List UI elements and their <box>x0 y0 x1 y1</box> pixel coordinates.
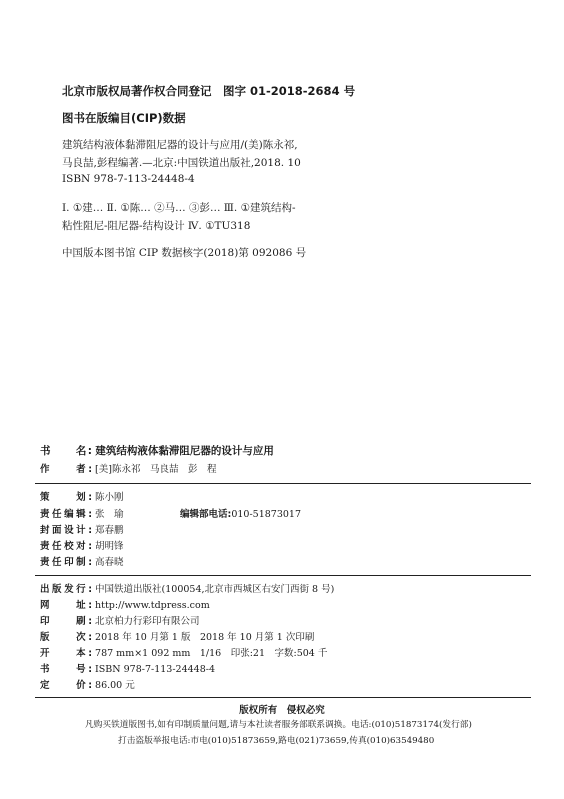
price-label: 定 价: <box>40 680 92 691</box>
planner-value: 陈小刚 <box>95 492 124 503</box>
format-row <box>40 645 327 659</box>
publisher-value: 中国铁道出版社(100054,北京市西城区右安门西街 8 号) <box>95 584 335 595</box>
author-value: [美]陈永祁 马良喆 彭 程 <box>95 464 217 475</box>
edition-label: 版 次: <box>40 632 92 643</box>
cip-line-1: 建筑结构液体黏滞阻尼器的设计与应用/(美)陈永祁, <box>62 139 298 151</box>
rights-notice: 版权所有 侵权必究 <box>239 705 325 716</box>
divider-3 <box>35 697 531 698</box>
author-label: 作 者: <box>40 464 92 475</box>
cip-line-2: 马良喆,彭程编著.—北京:中国铁道出版社,2018. 10 <box>62 157 301 169</box>
format-value: 787 mm×1 092 mm 1/16 印张:21 字数:504 千 <box>95 648 328 659</box>
editor-row <box>40 506 124 520</box>
cip-line-4: Ⅰ. ①建… Ⅱ. ①陈… ②马… ③彭… Ⅲ. ①建筑结构- <box>62 202 296 214</box>
editor-label: 责任编辑: <box>40 509 92 520</box>
copyright-registration: 北京市版权局著作权合同登记 图字 01-2018-2684 号 <box>62 84 356 98</box>
isbn-value: ISBN 978-7-113-24448-4 <box>95 664 216 675</box>
divider-1 <box>35 483 531 484</box>
website-label: 网 址: <box>40 600 92 611</box>
author-row <box>40 461 216 475</box>
book-title: 建筑结构液体黏滞阻尼器的设计与应用 <box>95 445 274 457</box>
printer-row <box>40 613 200 627</box>
cover-value: 郑春鹏 <box>95 525 124 536</box>
proof-row <box>40 538 124 552</box>
divider-2 <box>35 575 531 576</box>
title-row <box>40 443 274 458</box>
isbn-row <box>40 661 215 675</box>
print-value: 高春晓 <box>95 557 124 568</box>
print-label: 责任印制: <box>40 557 92 568</box>
publisher-label: 出版发行: <box>40 584 92 595</box>
title-label: 书 名: <box>40 445 92 457</box>
cover-label: 封面设计: <box>40 525 92 536</box>
editor-phone-label: 编辑部电话: <box>180 509 232 520</box>
piracy-notice: 打击盗版举报电话:市电(010)51873659,路电(021)73659,传真(010)63549480 <box>118 736 435 746</box>
editor-phone-row <box>180 506 301 520</box>
edition-value: 2018 年 10 月第 1 版 2018 年 10 月第 1 次印刷 <box>95 632 315 643</box>
cip-line-5: 粘性阻尼-阻尼器-结构设计 Ⅳ. ①TU318 <box>62 220 251 232</box>
price-value: 86.00 元 <box>95 680 135 691</box>
planner-row <box>40 489 124 503</box>
cip-line-3: ISBN 978-7-113-24448-4 <box>62 173 195 185</box>
editor-value: 张 瑜 <box>95 509 124 520</box>
price-row <box>40 677 135 691</box>
editor-phone-value: 010-51873017 <box>231 509 302 520</box>
print-row <box>40 554 124 568</box>
website-row <box>40 597 210 611</box>
quality-notice: 凡购买铁道版图书,如有印制质量问题,请与本社读者服务部联系调换。电话:(010)51873174(发行部) <box>85 720 472 730</box>
format-label: 开 本: <box>40 648 92 659</box>
cip-heading: 图书在版编目(CIP)数据 <box>62 111 186 125</box>
planner-label: 策 划: <box>40 492 92 503</box>
cip-line-6: 中国版本图书馆 CIP 数据核字(2018)第 092086 号 <box>62 247 307 259</box>
isbn-label: 书 号: <box>40 664 92 675</box>
printer-value: 北京柏力行彩印有限公司 <box>95 616 200 627</box>
website-value: http://www.tdpress.com <box>95 600 210 611</box>
edition-row <box>40 629 314 643</box>
printer-label: 印 刷: <box>40 616 92 627</box>
cover-row <box>40 522 124 536</box>
proof-value: 胡明锋 <box>95 541 124 552</box>
publisher-row <box>40 581 334 595</box>
proof-label: 责任校对: <box>40 541 92 552</box>
